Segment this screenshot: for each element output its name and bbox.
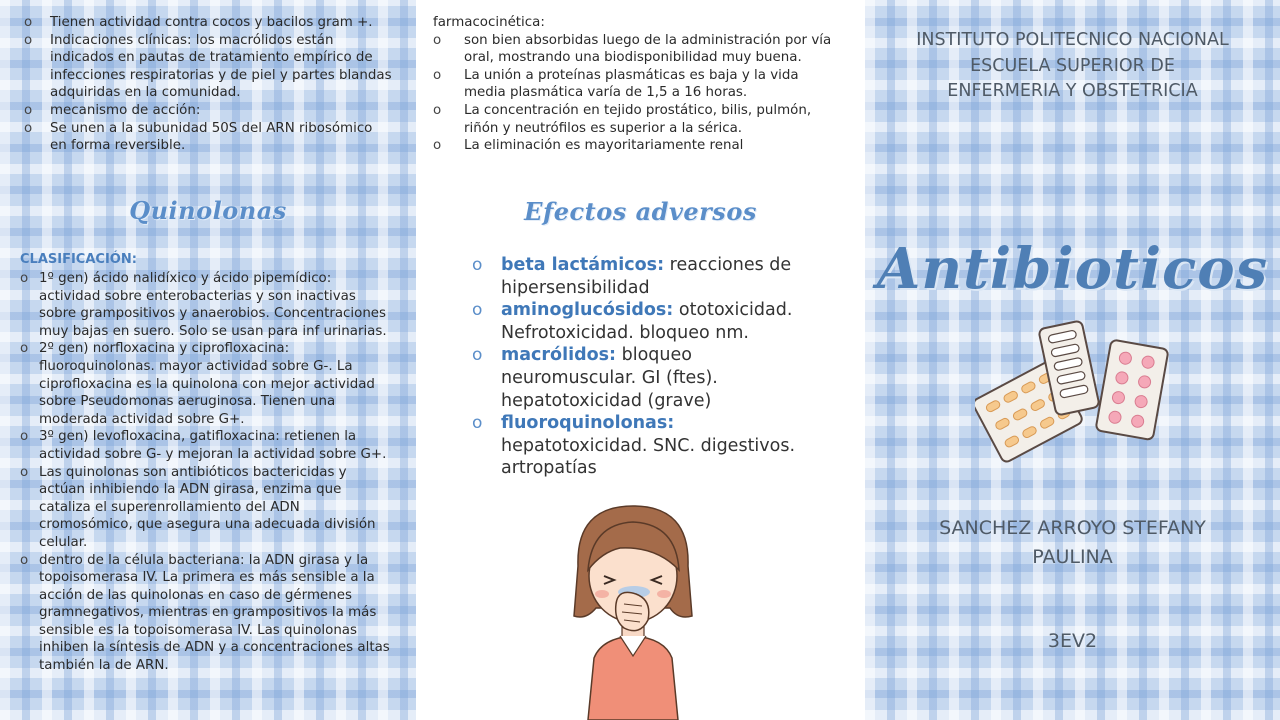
list-item: o La unión a proteínas plasmáticas es baja y la vida media plasmática varía de 1,5 a 16 horas.	[433, 67, 843, 102]
list-item: o Se unen a la subunidad 50S del ARN ribosómico en forma reversible.	[20, 120, 392, 155]
list-item: o son bien absorbidas luego de la administración por vía oral, mostrando una biodisponibilidad muy buena.	[433, 32, 843, 67]
institute-name	[865, 28, 1280, 105]
quinolonas-heading: Quinolonas	[129, 196, 287, 225]
institute-line: INSTITUTO POLITECNICO NACIONAL	[916, 30, 1229, 50]
institute-line: ENFERMERIA Y OBSTETRICIA	[947, 81, 1198, 101]
effect-item	[470, 254, 830, 299]
macrolidos-list	[20, 14, 392, 155]
list-item: o Tienen actividad contra cocos y bacilos gram +.	[20, 14, 392, 32]
pill-blister-illustration	[975, 318, 1175, 468]
effect-text: ototoxicidad. Nefrotoxicidad. bloqueo nm.	[501, 300, 793, 343]
farmacocinetica-section	[433, 14, 843, 155]
effect-item	[470, 412, 830, 480]
list-item: o dentro de la célula bacteriana: la ADN girasa y la topoisomerasa IV. La primera es más sensible a la acción de las quinolonas en caso de gérmenes gramnegativos, mientras en grampositivos la más sensible es la topoisomerasa IV. Las quinolonas inhiben la síntesis de ADN y a concentraciones altas también la de ARN.	[20, 552, 396, 675]
group-code: 3EV2	[1047, 630, 1098, 652]
list-item: o Indicaciones clínicas: los macrólidos están indicados en pautas de tratamiento empírico de infecciones respiratorias y de piel y partes blandas adquiridas en la comunidad.	[20, 32, 392, 102]
institute-line: ESCUELA SUPERIOR DE	[970, 55, 1175, 76]
sick-girl-illustration	[558, 496, 708, 720]
drug-name: fluoroquinolonas:	[501, 413, 675, 434]
classification-label: CLASIFICACIÓN:	[20, 252, 137, 267]
effect-text: hepatotoxicidad. SNC. digestivos. artropatías	[501, 435, 796, 479]
author-name	[865, 514, 1280, 572]
effect-item	[470, 344, 830, 412]
drug-name: macrólidos:	[501, 345, 617, 366]
effects-list	[470, 254, 830, 480]
quinolonas-list	[20, 270, 396, 675]
author-line: SANCHEZ ARROYO STEFANY	[939, 517, 1206, 539]
list-item: o mecanismo de acción:	[20, 102, 392, 120]
drug-name: beta lactámicos:	[501, 255, 665, 275]
farmacocinetica-list	[433, 32, 843, 155]
list-item: o 3º gen) levofloxacina, gatifloxacina: retienen la actividad sobre G- y mejoran la actividad sobre G+.	[20, 428, 396, 463]
list-item: o La concentración en tejido prostático, bilis, pulmón, riñón y neutrófilos es superior a la sérica.	[433, 102, 843, 137]
list-item: o Las quinolonas son antibióticos bactericidas y actúan inhibiendo la ADN girasa, enzima que cataliza el superenrollamiento del ADN cromosómico, que asegura una adecuada división celular.	[20, 464, 396, 552]
list-item: o La eliminación es mayoritariamente renal	[433, 137, 843, 155]
effect-text: bloqueo neuromuscular. GI (ftes). hepatotoxicidad (grave)	[501, 345, 718, 411]
list-item: o 1º gen) ácido nalidíxico y ácido pipemídico: actividad sobre enterobacterias y son inactivas sobre grampositivos y anaerobios. Concentraciones muy bajas en suero. Solo se usan para inf urinarias.	[20, 270, 396, 340]
effect-text: reacciones de hipersensibilidad	[501, 255, 792, 298]
main-title: Antibioticos	[876, 236, 1269, 302]
farmacocinetica-label: farmacocinética:	[433, 15, 545, 30]
efectos-adversos-heading: Efectos adversos	[524, 197, 757, 226]
list-item: o 2º gen) norfloxacina y ciprofloxacina: fluoroquinolonas. mayor actividad sobre G-. La ciprofloxacina es la quinolona con mejor actividad sobre Pseudomonas aeruginosa. Tienen una moderada actividad sobre G+.	[20, 340, 396, 428]
drug-name: aminoglucósidos:	[501, 300, 674, 321]
effect-item	[470, 299, 830, 344]
author-line: PAULINA	[1032, 546, 1113, 568]
